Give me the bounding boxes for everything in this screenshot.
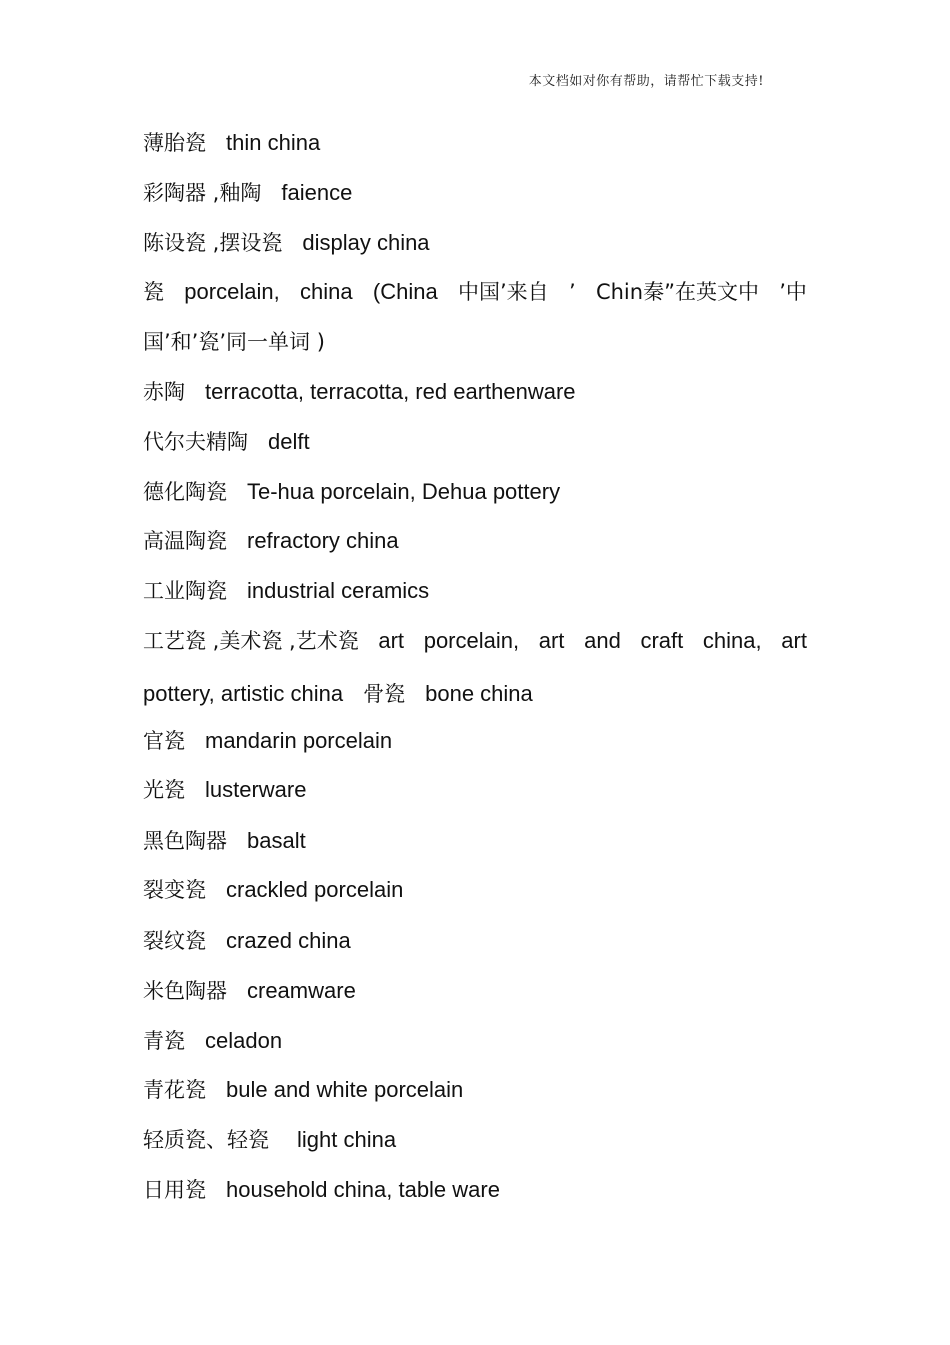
- entry-line-continued: [143, 327, 325, 357]
- entry-english: terracotta, terracotta, red earthenware: [205, 379, 576, 404]
- entry-line: [143, 1075, 463, 1105]
- entry-chinese: 高温陶瓷: [143, 529, 227, 553]
- entry-chinese: 青花瓷: [143, 1078, 206, 1102]
- entry-line: [143, 178, 352, 208]
- entry-line: [143, 826, 306, 856]
- entry-line: [143, 726, 392, 756]
- entry-line: [143, 526, 399, 556]
- entry-line: [143, 128, 320, 158]
- entry-chinese: 彩陶器 ,釉陶: [143, 181, 262, 205]
- entry-chinese: 日用瓷: [143, 1178, 206, 1202]
- entry-english: bule and white porcelain: [226, 1077, 464, 1102]
- entry-english: industrial ceramics: [247, 578, 430, 603]
- entry-line-justified: [143, 277, 807, 307]
- entry-line: [143, 228, 430, 258]
- entry-english: lusterware: [205, 777, 307, 802]
- entry-line: [143, 427, 310, 457]
- entry-word: china: [299, 279, 353, 304]
- entry-chinese: 官瓷: [143, 729, 185, 753]
- entry-english: thin china: [226, 130, 321, 155]
- entry-line: [143, 775, 306, 805]
- entry-word: porcelain,: [423, 628, 520, 653]
- entry-word: art: [781, 628, 807, 653]
- entry-line: [143, 976, 356, 1006]
- entry-english: pottery, artistic china: [143, 681, 344, 706]
- entry-english: basalt: [247, 828, 306, 853]
- entry-line: [143, 377, 576, 407]
- entry-english: bone china: [425, 681, 533, 706]
- entry-line: [143, 875, 403, 905]
- entry-word: 中国’来自: [457, 280, 549, 304]
- entry-line: [143, 1175, 500, 1205]
- entry-chinese: 赤陶: [143, 380, 185, 404]
- entry-word: and: [584, 628, 621, 653]
- entry-line: [143, 1026, 282, 1056]
- entry-word: Chin秦”在英文中: [595, 280, 759, 304]
- entry-english: faience: [281, 180, 353, 205]
- entry-english: crackled porcelain: [226, 877, 404, 902]
- entry-word: craft: [640, 628, 684, 653]
- entry-english: light china: [297, 1127, 397, 1152]
- entry-english: household china, table ware: [226, 1177, 500, 1202]
- entry-word: (China: [372, 279, 438, 304]
- entry-chinese: 陈设瓷 ,摆设瓷: [143, 231, 283, 255]
- entry-chinese: 工业陶瓷: [143, 579, 227, 603]
- entry-line: [143, 576, 429, 606]
- entry-english: mandarin porcelain: [205, 728, 393, 753]
- entry-word: porcelain,: [184, 279, 280, 304]
- entry-english: celadon: [205, 1028, 283, 1053]
- entry-word: ’: [568, 280, 576, 304]
- header-note: 本文档如对你有帮助，请帮忙下载支持!: [528, 74, 764, 89]
- entry-line-justified: [143, 626, 807, 656]
- entry-chinese: 骨瓷: [363, 682, 406, 706]
- entry-word: ’中: [779, 280, 807, 304]
- entry-word: art: [378, 628, 405, 653]
- entry-chinese: 青瓷: [143, 1029, 185, 1053]
- entry-chinese: 裂纹瓷: [143, 929, 206, 953]
- entry-chinese: 瓷: [143, 280, 164, 304]
- entry-english: delft: [268, 429, 310, 454]
- entry-english: display china: [302, 230, 430, 255]
- entry-chinese: 国’和’瓷’同一单词 ): [143, 330, 325, 354]
- entry-line: [143, 1125, 396, 1155]
- entry-line: [143, 477, 560, 507]
- entry-chinese: 米色陶器: [143, 979, 227, 1003]
- entry-english: refractory china: [247, 528, 399, 553]
- entry-line: [143, 926, 351, 956]
- entry-chinese: 黑色陶器: [143, 829, 227, 853]
- entry-chinese: 光瓷: [143, 778, 185, 802]
- entry-chinese: 工艺瓷 ,美术瓷 ,艺术瓷: [143, 629, 359, 653]
- entry-line-continued: [143, 679, 533, 709]
- entry-word: china,: [702, 628, 762, 653]
- entry-english: Te-hua porcelain, Dehua pottery: [247, 479, 561, 504]
- entry-chinese: 德化陶瓷: [143, 480, 227, 504]
- entry-chinese: 裂变瓷: [143, 878, 206, 902]
- entry-chinese: 代尔夫精陶: [143, 430, 248, 454]
- entry-english: crazed china: [226, 928, 351, 953]
- entry-chinese: 轻质瓷、轻瓷: [143, 1128, 269, 1152]
- entry-english: creamware: [247, 978, 356, 1003]
- entry-word: art: [538, 628, 565, 653]
- entry-chinese: 薄胎瓷: [143, 131, 206, 155]
